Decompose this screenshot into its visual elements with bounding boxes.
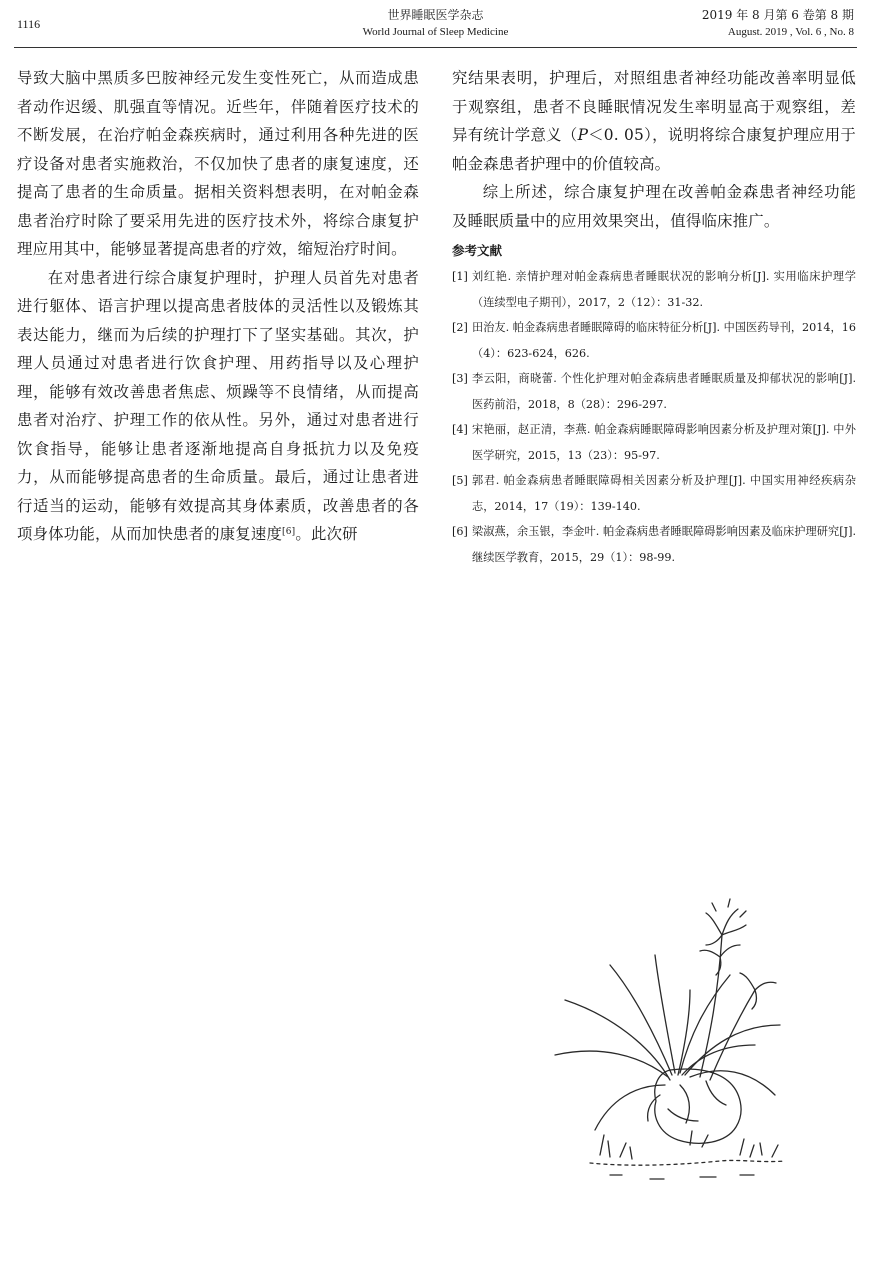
reference-number: [2] — [452, 321, 468, 334]
page-number: 1116 — [17, 17, 41, 31]
citation-superscript: [6] — [282, 527, 296, 537]
reference-item — [452, 315, 856, 366]
reference-text: 梁淑燕，余玉银，李金叶. 帕金森病患者睡眠障碍影响因素及临床护理研究[J]. 继续医学教育，2015，29（1）：98-99. — [472, 525, 856, 564]
results-text-tail: ＜0. 05），说明将综合康复护理应用于帕金森患者护理中的价值较高。 — [452, 126, 856, 173]
references-heading: 参考文献 — [452, 243, 503, 258]
reference-text: 李云阳，商晓蕾. 个性化护理对帕金森病患者睡眠质量及抑郁状况的影响[J]. 医药前沿，2018，8（28）：296-297. — [472, 372, 856, 411]
reference-item — [452, 519, 856, 570]
left-column — [17, 64, 419, 549]
reference-number: [1] — [452, 270, 468, 283]
page-header — [0, 0, 871, 46]
reference-list — [452, 264, 856, 570]
body-paragraph — [17, 264, 419, 549]
issue-info-cn: 2019 年 8 月第 6 卷第 8 期 — [701, 8, 854, 22]
body-paragraph: 导致大脑中黑质多巴胺神经元发生变性死亡，从而造成患者动作迟缓、肌强直等情况。近些年，伴随着医疗技术的不断发展，在治疗帕金森疾病时，通过利用各种先进的医疗设备对患者实施救治，不仅加快了患者的康复速度，还提高了患者的生命质量。据相关资料想表明，在对帕金森患者治疗时除了要采用先进的医疗技术外，将综合康复护理应用其中，能够显著提高患者的疗效，缩短治疗时间。 — [17, 69, 419, 258]
orchid-ink-drawing-icon — [540, 895, 790, 1195]
body-paragraph-tail: 。此次研 — [295, 525, 358, 543]
journal-title-en: World Journal of Sleep Medicine — [362, 26, 509, 38]
header-rule — [14, 47, 857, 48]
reference-item — [452, 366, 856, 417]
issue-info — [702, 7, 854, 41]
reference-number: [6] — [452, 525, 468, 538]
body-paragraph — [452, 64, 856, 178]
reference-item — [452, 264, 856, 315]
reference-item — [452, 417, 856, 468]
conclusion-paragraph: 综上所述，综合康复护理在改善帕金森患者神经功能及睡眠质量中的应用效果突出，值得临床推广。 — [452, 183, 856, 230]
p-value-symbol: P — [577, 126, 589, 144]
reference-text: 田治友. 帕金森病患者睡眠障碍的临床特征分析[J]. 中国医药导刊，2014，16（4）：623-624，626. — [472, 321, 856, 360]
reference-text: 刘红艳. 亲情护理对帕金森病患者睡眠状况的影响分析[J]. 实用临床护理学（连续型电子期刊），2017，2（12）：31-32. — [472, 270, 856, 309]
results-text: 究结果表明，护理后，对照组患者神经功能改善率明显低于观察组，患者不良睡眠情况发生率明显高于观察组，差异有统计学意义（ — [452, 69, 856, 144]
reference-item — [452, 468, 856, 519]
reference-text: 宋艳丽，赵正清，李燕. 帕金森病睡眠障碍影响因素分析及护理对策[J]. 中外医学研究，2015，13（23）：95-97. — [472, 423, 856, 462]
body-paragraph-text: 在对患者进行综合康复护理时，护理人员首先对患者进行躯体、语言护理以提高患者肢体的灵活性以及锻炼其表达能力，继而为后续的护理打下了坚实基础。其次，护理人员通过对患者进行饮食护理、用药指导以及心理护理，能够有效改善患者焦虑、烦躁等不良情绪，从而提高患者对治疗、护理工作的依从性。另外，通过对患者进行饮食指导，能够让患者逐渐地提高自身抵抗力以及免疫力，从而能够提高患者的生命质量。最后，通过让患者进行适当的运动，能够有效提高其身体素质，改善患者的各项身体功能，从而加快患者的康复速度 — [17, 268, 419, 543]
journal-title-cn: 世界睡眠医学杂志 — [387, 8, 484, 22]
right-column — [452, 64, 856, 570]
reference-number: [5] — [452, 474, 468, 487]
reference-number: [3] — [452, 372, 468, 385]
reference-number: [4] — [452, 423, 468, 436]
issue-info-en: August. 2019 , Vol. 6 , No. 8 — [727, 26, 854, 38]
reference-text: 郭君. 帕金森病患者睡眠障碍相关因素分析及护理[J]. 中国实用神经疾病杂志，2014，17（19）：139-140. — [472, 474, 856, 513]
